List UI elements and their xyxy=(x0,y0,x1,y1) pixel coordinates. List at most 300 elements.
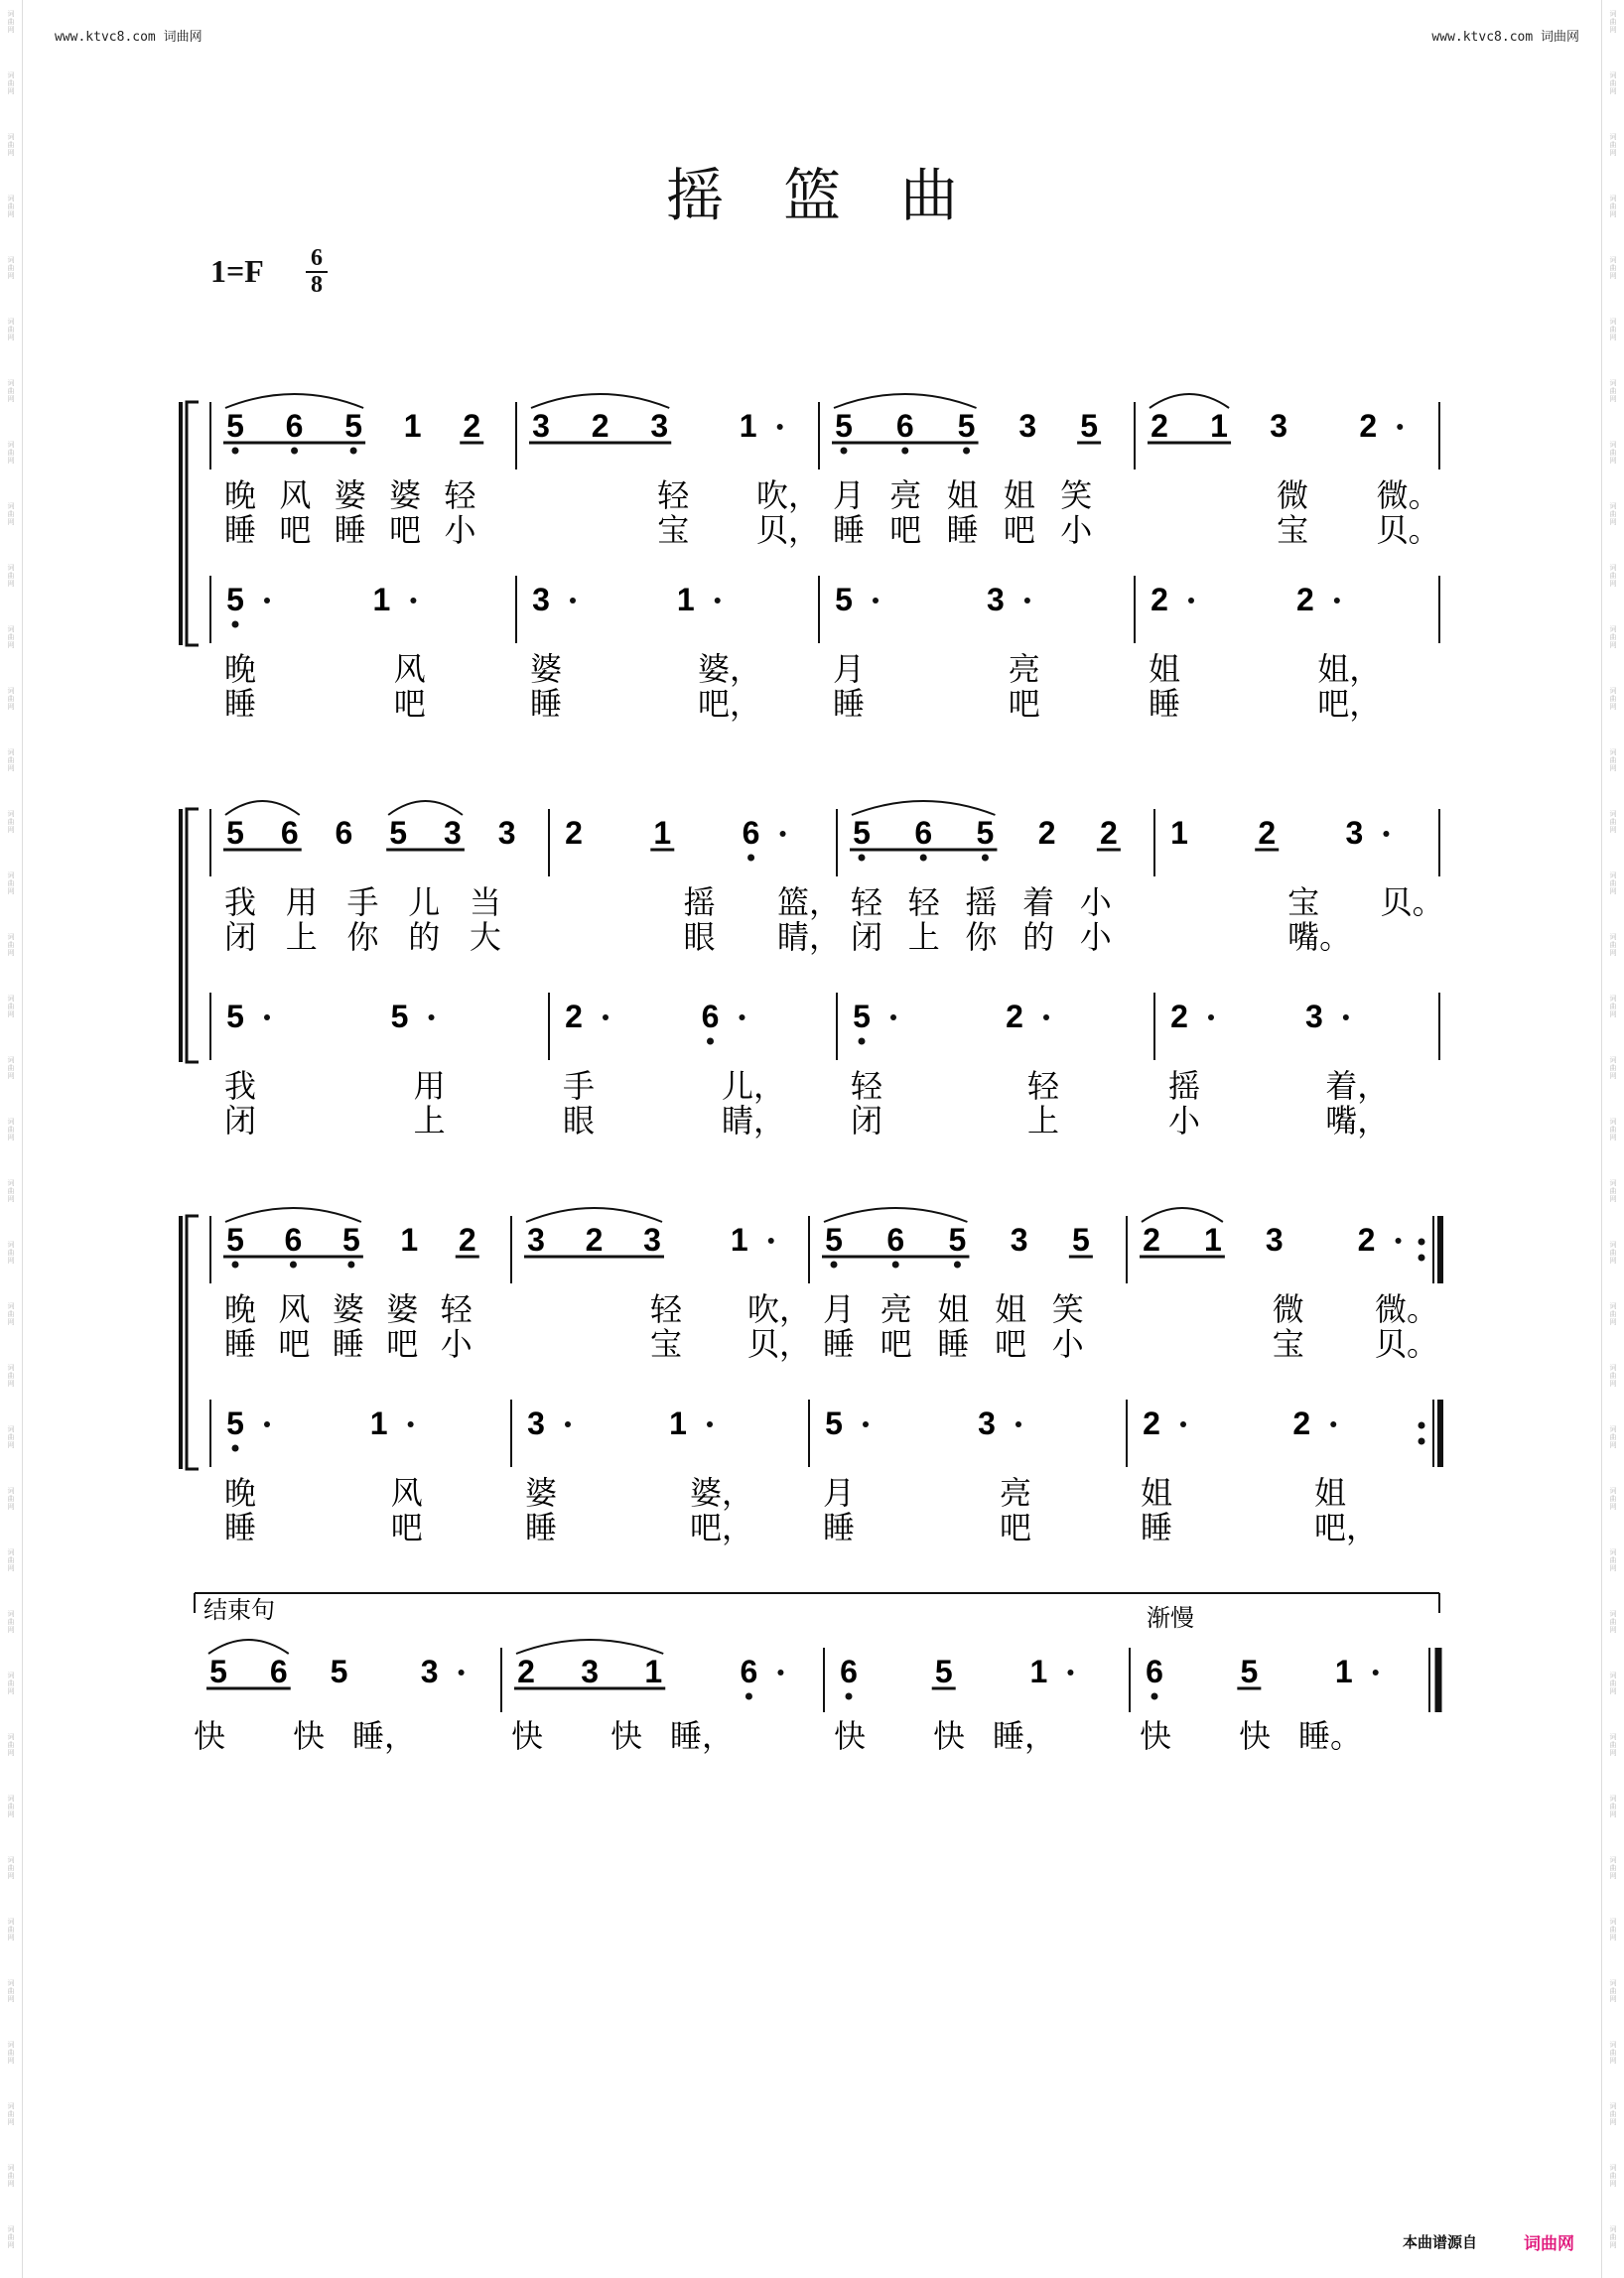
jianpu-note: 3 xyxy=(650,408,669,444)
lyric-syllable: 小 xyxy=(444,511,476,549)
side-watermark-mark: 词 曲 网 xyxy=(7,1487,15,1511)
dotted-rhythm-dot xyxy=(777,424,783,430)
octave-dot-below xyxy=(982,855,989,862)
side-watermark-mark: 词 曲 网 xyxy=(1609,1056,1617,1080)
jianpu-note: 1 xyxy=(676,582,695,617)
lyric-syllable: 吧 xyxy=(279,511,312,549)
lyric-syllable: 嘴。 xyxy=(1287,918,1352,956)
dotted-rhythm-dot xyxy=(1208,1014,1214,1020)
lyric-syllable: 篮， xyxy=(777,883,842,921)
lyric-syllable: 轻 xyxy=(440,1290,473,1328)
side-watermark-mark: 词 曲 网 xyxy=(1609,1795,1617,1818)
lyric-syllable: 睛， xyxy=(777,918,842,956)
repeat-dot xyxy=(1419,1255,1425,1262)
side-watermark-mark: 词 曲 网 xyxy=(7,195,15,218)
jianpu-note: 3 xyxy=(420,1654,439,1689)
side-watermark-mark: 词 曲 网 xyxy=(1609,441,1617,465)
jianpu-note: 2 xyxy=(463,408,481,444)
dotted-rhythm-dot xyxy=(1024,598,1030,603)
jianpu-note: 2 xyxy=(517,1654,535,1689)
jianpu-note: 1 xyxy=(403,408,422,444)
side-watermark-mark: 词 曲 网 xyxy=(7,1364,15,1388)
slur-arc xyxy=(1150,394,1229,408)
lyric-syllable: 笑 xyxy=(1060,476,1093,514)
lyric-syllable: 婆 xyxy=(389,476,422,514)
jianpu-note: 5 xyxy=(330,1654,348,1689)
jianpu-note: 6 xyxy=(269,1654,288,1689)
lyric-syllable: 吧 xyxy=(1008,685,1040,723)
jianpu-note: 1 xyxy=(1203,1222,1222,1258)
side-watermark-mark: 词 曲 网 xyxy=(7,2225,15,2249)
side-watermark-mark: 词 曲 网 xyxy=(7,1979,15,2003)
jianpu-note: 3 xyxy=(1018,408,1037,444)
lyric-syllable: 睛， xyxy=(722,1102,786,1139)
lyric-syllable: 快 xyxy=(834,1717,867,1755)
lyric-syllable: 吧 xyxy=(393,685,426,723)
side-watermark-mark: 词 曲 网 xyxy=(7,379,15,403)
jianpu-note: 3 xyxy=(497,815,516,851)
octave-dot-below xyxy=(232,448,239,455)
lyric-syllable: 姐 xyxy=(995,1290,1027,1328)
lyric-syllable: 晚 xyxy=(224,1290,257,1328)
lyric-syllable: 月 xyxy=(823,1474,856,1512)
octave-dot-below xyxy=(745,1693,752,1700)
slur-arc xyxy=(1142,1208,1223,1222)
octave-dot-below xyxy=(747,855,754,862)
jianpu-note: 2 xyxy=(565,999,583,1034)
lyric-syllable: 亮 xyxy=(1000,1474,1032,1512)
tempo-mark: 渐慢 xyxy=(1147,1604,1194,1632)
side-watermark-mark: 词 曲 网 xyxy=(1609,625,1617,649)
dotted-rhythm-dot xyxy=(410,598,416,603)
dotted-rhythm-dot xyxy=(264,1014,270,1020)
side-watermark-mark: 词 曲 网 xyxy=(1609,256,1617,280)
jianpu-note: 5 xyxy=(226,408,244,444)
jianpu-note: 6 xyxy=(1146,1654,1163,1689)
jianpu-note: 2 xyxy=(1037,815,1056,851)
jianpu-note: 2 xyxy=(1170,999,1188,1034)
side-watermark-mark: 词 曲 网 xyxy=(1609,1364,1617,1388)
lyric-syllable: 小 xyxy=(1060,511,1093,549)
lyric-syllable: 姐 xyxy=(937,1290,970,1328)
lyric-syllable: 闭 xyxy=(851,1102,883,1139)
octave-dot-below xyxy=(841,448,848,455)
lyric-syllable: 上 xyxy=(285,918,318,956)
lyric-syllable: 睡 xyxy=(224,1509,257,1546)
side-watermark-mark: 词 曲 网 xyxy=(1609,1672,1617,1695)
lyric-syllable: 睡 xyxy=(1141,1509,1173,1546)
jianpu-note: 6 xyxy=(886,1222,905,1258)
lyric-syllable: 上 xyxy=(413,1102,446,1139)
lyric-syllable: 的 xyxy=(1022,918,1055,956)
side-watermark-mark: 词 曲 网 xyxy=(1609,379,1617,403)
side-watermark-mark: 词 曲 网 xyxy=(1609,933,1617,957)
side-watermark-mark: 词 曲 网 xyxy=(1609,1487,1617,1511)
side-watermark-mark: 词 曲 网 xyxy=(7,1918,15,1942)
jianpu-note: 5 xyxy=(835,582,853,617)
side-watermark-mark: 词 曲 网 xyxy=(1609,1610,1617,1634)
lyric-syllable: 小 xyxy=(1051,1325,1084,1363)
lyric-syllable: 轻 xyxy=(851,1067,883,1105)
slur-arc xyxy=(208,1640,289,1654)
lyric-syllable: 月 xyxy=(833,476,866,514)
lyric-syllable: 轻 xyxy=(1027,1067,1060,1105)
octave-dot-below xyxy=(831,1262,838,1269)
footer-brand-logo[interactable]: 词曲网 xyxy=(1524,2234,1574,2254)
lyric-syllable: 婆， xyxy=(690,1474,754,1512)
jianpu-note: 1 xyxy=(1170,815,1188,851)
jianpu-note: 5 xyxy=(948,1222,967,1258)
jianpu-note: 3 xyxy=(532,408,550,444)
lyric-syllable: 轻 xyxy=(650,1290,683,1328)
lyric-syllable: 吧， xyxy=(1317,685,1382,723)
lyric-syllable: 轻 xyxy=(657,476,690,514)
dotted-rhythm-dot xyxy=(1188,598,1194,603)
system-brace xyxy=(187,809,199,1062)
lyric-syllable: 宝 xyxy=(1287,883,1320,921)
lyric-syllable: 快 xyxy=(610,1717,643,1755)
lyric-syllable: 晚 xyxy=(224,650,257,688)
lyric-syllable: 睡 xyxy=(224,511,257,549)
lyric-syllable: 吧 xyxy=(995,1325,1027,1363)
dotted-rhythm-dot xyxy=(264,598,270,603)
side-watermark-mark: 词 曲 网 xyxy=(1609,748,1617,772)
side-watermark-mark: 词 曲 网 xyxy=(1609,871,1617,895)
lyric-syllable: 小 xyxy=(1079,918,1112,956)
jianpu-note: 1 xyxy=(1029,1654,1048,1689)
lyric-syllable: 吧 xyxy=(278,1325,311,1363)
lyric-syllable: 轻 xyxy=(851,883,883,921)
slur-arc xyxy=(531,394,669,408)
jianpu-note: 3 xyxy=(532,582,550,617)
dotted-rhythm-dot xyxy=(1067,1670,1073,1675)
lyric-syllable: 用 xyxy=(413,1067,446,1105)
side-watermark-mark: 词 曲 网 xyxy=(1609,1548,1617,1572)
dotted-rhythm-dot xyxy=(408,1421,414,1427)
lyric-syllable: 微。 xyxy=(1376,476,1440,514)
dotted-rhythm-dot xyxy=(459,1670,465,1675)
lyric-syllable: 宝 xyxy=(650,1325,683,1363)
jianpu-note: 2 xyxy=(1150,408,1168,444)
system-brace xyxy=(187,1216,199,1469)
side-watermark-mark: 词 曲 网 xyxy=(7,318,15,341)
jianpu-note: 5 xyxy=(226,1406,244,1441)
lyric-syllable: 吧， xyxy=(1314,1509,1379,1546)
lyric-syllable: 宝 xyxy=(1277,511,1309,549)
lyric-syllable: 贝。 xyxy=(1375,1325,1439,1363)
jianpu-note: 5 xyxy=(226,999,244,1034)
repeat-dot xyxy=(1419,1239,1425,1246)
slur-arc xyxy=(824,1208,967,1222)
jianpu-note: 1 xyxy=(1334,1654,1353,1689)
jianpu-note: 5 xyxy=(853,999,871,1034)
jianpu-note: 5 xyxy=(389,815,408,851)
jianpu-note: 5 xyxy=(226,582,244,617)
repeat-dot xyxy=(1419,1422,1425,1429)
jianpu-note: 3 xyxy=(527,1406,545,1441)
jianpu-note: 6 xyxy=(914,815,933,851)
side-watermark-mark: 词 曲 网 xyxy=(7,748,15,772)
side-watermark-mark: 词 曲 网 xyxy=(1609,502,1617,526)
octave-dot-below xyxy=(859,1038,866,1045)
side-watermark-mark: 词 曲 网 xyxy=(1609,195,1617,218)
jianpu-note: 5 xyxy=(209,1654,227,1689)
jianpu-note: 5 xyxy=(957,408,976,444)
side-watermark-mark: 词 曲 网 xyxy=(1609,2102,1617,2126)
side-watermark-mark: 词 曲 网 xyxy=(7,1856,15,1880)
lyric-syllable: 睡， xyxy=(670,1717,735,1755)
side-watermark-mark: 词 曲 网 xyxy=(7,564,15,588)
jianpu-note: 5 xyxy=(341,1222,360,1258)
side-watermark-mark: 词 曲 网 xyxy=(1609,1179,1617,1203)
lyric-syllable: 风 xyxy=(393,650,426,688)
lyric-syllable: 眼 xyxy=(563,1102,596,1139)
slur-arc xyxy=(834,394,977,408)
side-watermark-mark: 词 曲 网 xyxy=(7,1795,15,1818)
slur-arc xyxy=(388,801,463,815)
lyric-syllable: 婆 xyxy=(525,1474,558,1512)
side-watermark-mark: 词 曲 网 xyxy=(1609,1918,1617,1942)
jianpu-note: 6 xyxy=(742,815,760,851)
side-watermark-mark: 词 曲 网 xyxy=(7,1672,15,1695)
side-watermark-mark: 词 曲 网 xyxy=(7,2102,15,2126)
octave-dot-below xyxy=(892,1262,899,1269)
system-brace xyxy=(187,402,199,645)
jianpu-note: 3 xyxy=(643,1222,661,1258)
lyric-syllable: 吧 xyxy=(1000,1509,1032,1546)
lyric-syllable: 的 xyxy=(408,918,441,956)
octave-dot-below xyxy=(920,855,927,862)
lyric-syllable: 姐 xyxy=(946,476,979,514)
jianpu-note: 3 xyxy=(987,582,1005,617)
jianpu-note: 5 xyxy=(835,408,853,444)
jianpu-note: 5 xyxy=(226,1222,244,1258)
footer-source-text: 本曲谱源自 xyxy=(1402,2233,1477,2251)
octave-dot-below xyxy=(859,855,866,862)
dotted-rhythm-dot xyxy=(873,598,879,603)
lyric-syllable: 睡， xyxy=(352,1717,417,1755)
lyric-syllable: 贝。 xyxy=(1376,511,1440,549)
jianpu-note: 5 xyxy=(853,815,871,851)
side-watermark-mark: 词 曲 网 xyxy=(1609,10,1617,34)
dotted-rhythm-dot xyxy=(768,1238,774,1244)
lyric-syllable: 嘴， xyxy=(1325,1102,1390,1139)
lyric-syllable: 月 xyxy=(833,650,866,688)
time-signature-numerator: 6 xyxy=(311,245,323,271)
lyric-syllable: 闭 xyxy=(224,918,257,956)
lyric-syllable: 闭 xyxy=(851,918,883,956)
slur-arc xyxy=(225,394,363,408)
lyric-syllable: 宝 xyxy=(657,511,690,549)
dotted-rhythm-dot xyxy=(1015,1421,1021,1427)
side-watermark-mark: 词 曲 网 xyxy=(1609,2041,1617,2065)
dotted-rhythm-dot xyxy=(1373,1670,1379,1675)
jianpu-note: 2 xyxy=(565,815,583,851)
jianpu-note: 5 xyxy=(976,815,995,851)
lyric-syllable: 吹， xyxy=(756,476,821,514)
jianpu-note: 2 xyxy=(1295,582,1314,617)
lyric-syllable: 婆 xyxy=(332,1290,364,1328)
lyric-syllable: 快 xyxy=(1140,1717,1172,1755)
lyric-syllable: 睡 xyxy=(946,511,979,549)
dotted-rhythm-dot xyxy=(1330,1421,1336,1427)
lyric-syllable: 上 xyxy=(1027,1102,1060,1139)
jianpu-note: 5 xyxy=(344,408,363,444)
lyric-syllable: 姐 xyxy=(1314,1474,1347,1512)
dotted-rhythm-dot xyxy=(1343,1014,1349,1020)
side-watermark-mark: 词 曲 网 xyxy=(1609,1856,1617,1880)
dotted-rhythm-dot xyxy=(1396,1238,1402,1244)
jianpu-note: 2 xyxy=(1099,815,1118,851)
lyric-syllable: 风 xyxy=(279,476,312,514)
jianpu-note: 5 xyxy=(825,1406,843,1441)
side-watermark-mark: 词 曲 网 xyxy=(1609,1425,1617,1449)
lyric-syllable: 笑 xyxy=(1051,1290,1084,1328)
dotted-rhythm-dot xyxy=(1043,1014,1049,1020)
side-watermark-mark: 词 曲 网 xyxy=(7,1118,15,1141)
jianpu-note: 2 xyxy=(1150,582,1168,617)
octave-dot-below xyxy=(1151,1693,1158,1700)
lyric-syllable: 宝 xyxy=(1272,1325,1304,1363)
side-watermark-mark: 词 曲 网 xyxy=(1609,810,1617,834)
dotted-rhythm-dot xyxy=(570,598,576,603)
side-watermark-mark: 词 曲 网 xyxy=(7,1733,15,1757)
lyric-syllable: 贝。 xyxy=(1380,883,1444,921)
jianpu-note: 2 xyxy=(458,1222,476,1258)
jianpu-note: 3 xyxy=(527,1222,545,1258)
dotted-rhythm-dot xyxy=(429,1014,435,1020)
lyric-syllable: 手 xyxy=(346,883,379,921)
lyric-syllable: 睡 xyxy=(334,511,366,549)
jianpu-note: 1 xyxy=(1210,408,1228,444)
dotted-rhythm-dot xyxy=(740,1014,745,1020)
slur-arc xyxy=(225,1208,361,1222)
side-watermark-mark: 词 曲 网 xyxy=(7,871,15,895)
lyric-syllable: 你 xyxy=(965,918,998,956)
lyric-syllable: 闭 xyxy=(224,1102,257,1139)
dotted-rhythm-dot xyxy=(565,1421,571,1427)
slur-arc xyxy=(225,801,300,815)
side-watermark-mark: 词 曲 网 xyxy=(7,2164,15,2188)
side-watermark-mark: 词 曲 网 xyxy=(7,256,15,280)
side-watermark-mark: 词 曲 网 xyxy=(1609,2164,1617,2188)
jianpu-note: 2 xyxy=(1258,815,1277,851)
lyric-syllable: 睡 xyxy=(823,1325,856,1363)
lyric-syllable: 姐 xyxy=(1003,476,1035,514)
dotted-rhythm-dot xyxy=(603,1014,609,1020)
lyric-syllable: 睡 xyxy=(224,685,257,723)
lyric-syllable: 睡。 xyxy=(1298,1717,1363,1755)
lyric-syllable: 我 xyxy=(224,883,257,921)
side-watermark-mark: 词 曲 网 xyxy=(7,502,15,526)
lyric-syllable: 着 xyxy=(1022,883,1055,921)
side-watermark-mark: 词 曲 网 xyxy=(1609,2225,1617,2249)
jianpu-note: 2 xyxy=(1143,1406,1160,1441)
jianpu-note: 6 xyxy=(701,999,720,1034)
octave-dot-below xyxy=(232,1262,239,1269)
lyric-syllable: 快 xyxy=(293,1717,326,1755)
lyric-syllable: 婆 xyxy=(334,476,366,514)
side-watermark-mark: 词 曲 网 xyxy=(7,1241,15,1265)
jianpu-note: 2 xyxy=(1357,1222,1376,1258)
lyric-syllable: 吧 xyxy=(389,511,422,549)
time-signature-denominator: 8 xyxy=(311,272,323,298)
lyric-syllable: 吧， xyxy=(690,1509,754,1546)
lyric-syllable: 儿 xyxy=(408,883,441,921)
lyric-syllable: 亮 xyxy=(880,1290,912,1328)
dotted-rhythm-dot xyxy=(777,1670,783,1675)
side-watermark-mark: 词 曲 网 xyxy=(7,1610,15,1634)
lyric-syllable: 小 xyxy=(1079,883,1112,921)
octave-dot-below xyxy=(901,448,908,455)
lyric-syllable: 小 xyxy=(1168,1102,1201,1139)
lyric-syllable: 着， xyxy=(1325,1067,1390,1105)
lyric-syllable: 睡 xyxy=(224,1325,257,1363)
side-watermark-mark: 词 曲 网 xyxy=(1609,687,1617,711)
octave-dot-below xyxy=(291,448,298,455)
lyric-syllable: 轻 xyxy=(907,883,940,921)
jianpu-note: 3 xyxy=(978,1406,996,1441)
octave-dot-below xyxy=(232,1445,239,1452)
side-watermark-mark: 词 曲 网 xyxy=(7,2041,15,2065)
side-watermark-mark: 词 曲 网 xyxy=(1609,1302,1617,1326)
side-watermark-mark: 词 曲 网 xyxy=(1609,1118,1617,1141)
jianpu-note: 1 xyxy=(372,582,391,617)
lyric-syllable: 睡 xyxy=(833,685,866,723)
side-watermark-mark: 词 曲 网 xyxy=(7,933,15,957)
lyric-syllable: 吧 xyxy=(386,1325,419,1363)
dotted-rhythm-dot xyxy=(715,598,721,603)
side-watermark-mark: 词 曲 网 xyxy=(7,995,15,1018)
jianpu-note: 1 xyxy=(669,1406,687,1441)
jianpu-note: 3 xyxy=(1345,815,1364,851)
lyric-syllable: 摇 xyxy=(965,883,998,921)
jianpu-note: 1 xyxy=(730,1222,748,1258)
lyric-syllable: 睡 xyxy=(937,1325,970,1363)
lyric-syllable: 微 xyxy=(1277,476,1309,514)
header-url-right[interactable]: www.ktvc8.com 词曲网 xyxy=(1431,30,1579,45)
dotted-rhythm-dot xyxy=(1334,598,1340,603)
side-watermark-mark: 词 曲 网 xyxy=(7,441,15,465)
lyric-syllable: 亮 xyxy=(889,476,922,514)
jianpu-note: 5 xyxy=(934,1654,953,1689)
lyric-syllable: 你 xyxy=(346,918,379,956)
dotted-rhythm-dot xyxy=(707,1421,713,1427)
octave-dot-below xyxy=(350,448,357,455)
octave-dot-below xyxy=(954,1262,961,1269)
lyric-syllable: 晚 xyxy=(224,476,257,514)
octave-dot-below xyxy=(707,1038,714,1045)
jianpu-note: 5 xyxy=(1240,1654,1259,1689)
side-watermark-mark: 词 曲 网 xyxy=(1609,133,1617,157)
lyric-syllable: 婆 xyxy=(386,1290,419,1328)
jianpu-note: 1 xyxy=(644,1654,663,1689)
lyric-syllable: 婆 xyxy=(530,650,563,688)
dotted-rhythm-dot xyxy=(780,831,786,837)
side-watermark-mark: 词 曲 网 xyxy=(7,687,15,711)
lyric-syllable: 睡 xyxy=(530,685,563,723)
lyric-syllable: 儿， xyxy=(722,1067,786,1105)
side-watermark-mark: 词 曲 网 xyxy=(1609,1733,1617,1757)
lyric-syllable: 快 xyxy=(511,1717,544,1755)
lyric-syllable: 吧 xyxy=(880,1325,912,1363)
lyric-syllable: 微。 xyxy=(1375,1290,1439,1328)
jianpu-note: 3 xyxy=(1265,1222,1284,1258)
header-url-left[interactable]: www.ktvc8.com 词曲网 xyxy=(55,30,203,45)
jianpu-note: 3 xyxy=(1270,408,1288,444)
repeat-dot xyxy=(1419,1438,1425,1445)
side-watermark-mark: 词 曲 网 xyxy=(7,1425,15,1449)
